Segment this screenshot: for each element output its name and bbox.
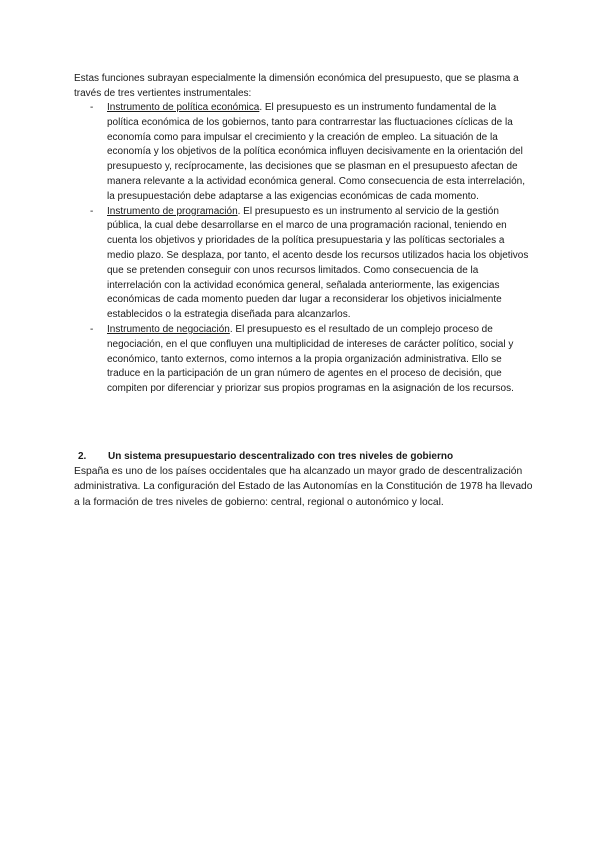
list-item — [90, 101, 530, 205]
list-item — [90, 205, 530, 323]
bullet-dash: - — [90, 102, 94, 113]
bullet-text: . El presupuesto es un instrumento fundamental de la política económica de los gobiernos, tanto para contrarrestar las fluctuaciones cíclicas de la economía como para impulsar el crecimiento y la creación de empleo. La situación de la economía y los objetivos de la política económica influyen decisivamente en la orientación del presupuesto y, recíprocamente, las decisiones que se plasman en el presupuesto afectan de manera relevante a la actividad económica general. Como consecuencia de esta interrelación, la presupuestación debe adaptarse a las exigencias económicas de cada momento. — [107, 102, 526, 202]
bullet-text: . El presupuesto es el resultado de un complejo proceso de negociación, en el que confluyen una multiplicidad de intereses de carácter político, social y económico, tanto externos, como internos a la propia organización administrativa. Ello se traduce en la participación de un gran número de agentes en el proceso de decisión, que compiten por diferenciar y priorizar sus propios programas en la asignación de los recursos. — [107, 323, 514, 395]
instrument-list — [90, 101, 530, 397]
bullet-dash: - — [90, 205, 94, 217]
bullet-term: Instrumento de política económica — [107, 102, 260, 113]
bullet-dash: - — [90, 323, 94, 335]
section-paragraph: España es uno de los países occidentales que ha alcanzado un mayor grado de descentralización administrativa. La configuración del Estado de las Autonomías en la Constitución de 1978 ha llevado a la formación de tres niveles de gobierno: central, regional o autonómico y local. — [74, 466, 533, 508]
section-number: 2. — [78, 451, 87, 462]
intro-paragraph: Estas funciones subrayan especialmente la dimensión económica del presupuesto, que se plasma a través de tres vertientes instrumentales: — [74, 73, 519, 99]
section-heading — [78, 450, 453, 465]
section-title: Un sistema presupuestario descentralizado con tres niveles de gobierno — [108, 451, 454, 462]
bullet-term: Instrumento de programación — [107, 205, 238, 217]
bullet-text: . El presupuesto es un instrumento al servicio de la gestión pública, la cual debe desarrollarse en el marco de una programación racional, teniendo en cuenta los objetivos y prioridades de la política presupuestaria y las políticas sectoriales a medio plazo. Se desplaza, por tanto, el acento desde los recursos utilizados hacia los objetivos que se pretenden conseguir con unos recursos limitados. Como consecuencia de la interrelación con la actividad económica general, señalada anteriormente, las exigencias económicas de cada momento pueden dar lugar a reconsiderar los objetivos inicialmente establecidos o la estrategia diseñada para alcanzarlos. — [107, 205, 529, 321]
bullet-term: Instrumento de negociación — [107, 323, 230, 335]
list-item — [90, 323, 530, 397]
